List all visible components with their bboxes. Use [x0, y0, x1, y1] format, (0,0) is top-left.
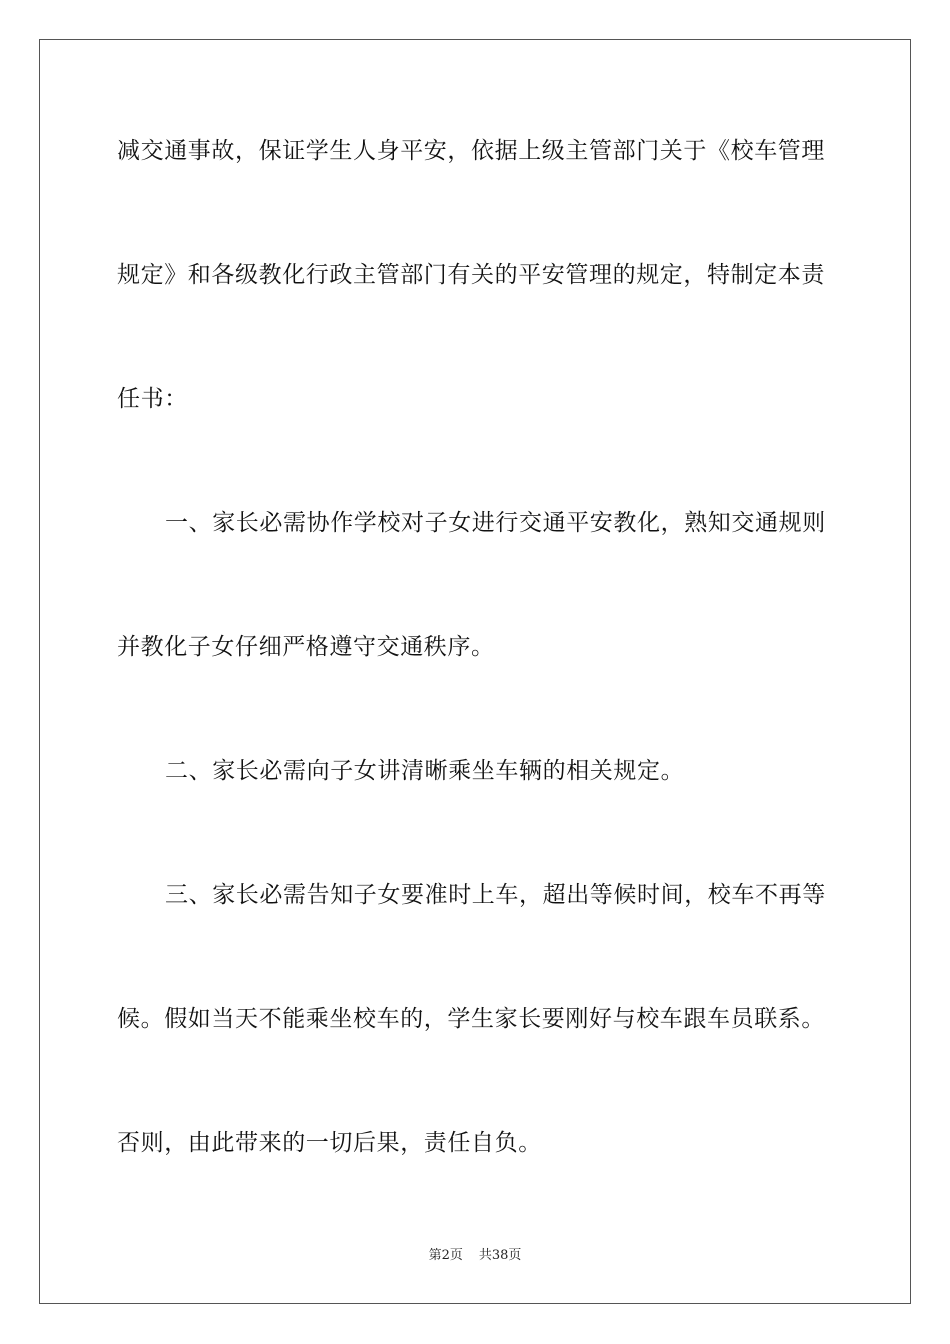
paragraph-item-1-line-1: 一、家长必需协作学校对子女进行交通平安教化，熟知交通规则 [165, 510, 826, 536]
paragraph-item-3-line-1: 三、家长必需告知子女要准时上车，超出等候时间，校车不再等 [165, 882, 826, 908]
paragraph-item-1-line-2: 并教化子女仔细严格遵守交通秩序。 [117, 634, 495, 660]
body-text-line-1: 减交通事故，保证学生人身平安，依据上级主管部门关于《校车管理 [117, 138, 825, 164]
page-border [39, 39, 911, 1304]
page-footer [0, 1247, 950, 1265]
page-total: 共38页 [478, 1248, 522, 1263]
paragraph-item-3-line-3: 否则，由此带来的一切后果，责任自负。 [117, 1130, 542, 1156]
page-number: 第2页 [428, 1248, 463, 1263]
body-text-line-3: 任书： [117, 386, 188, 412]
paragraph-item-3-line-2: 候。假如当天不能乘坐校车的，学生家长要刚好与校车跟车员联系。 [117, 1006, 825, 1032]
paragraph-item-2: 二、家长必需向子女讲清晰乘坐车辆的相关规定。 [165, 758, 685, 784]
body-text-line-2: 规定》和各级教化行政主管部门有关的平安管理的规定，特制定本责 [117, 262, 825, 288]
